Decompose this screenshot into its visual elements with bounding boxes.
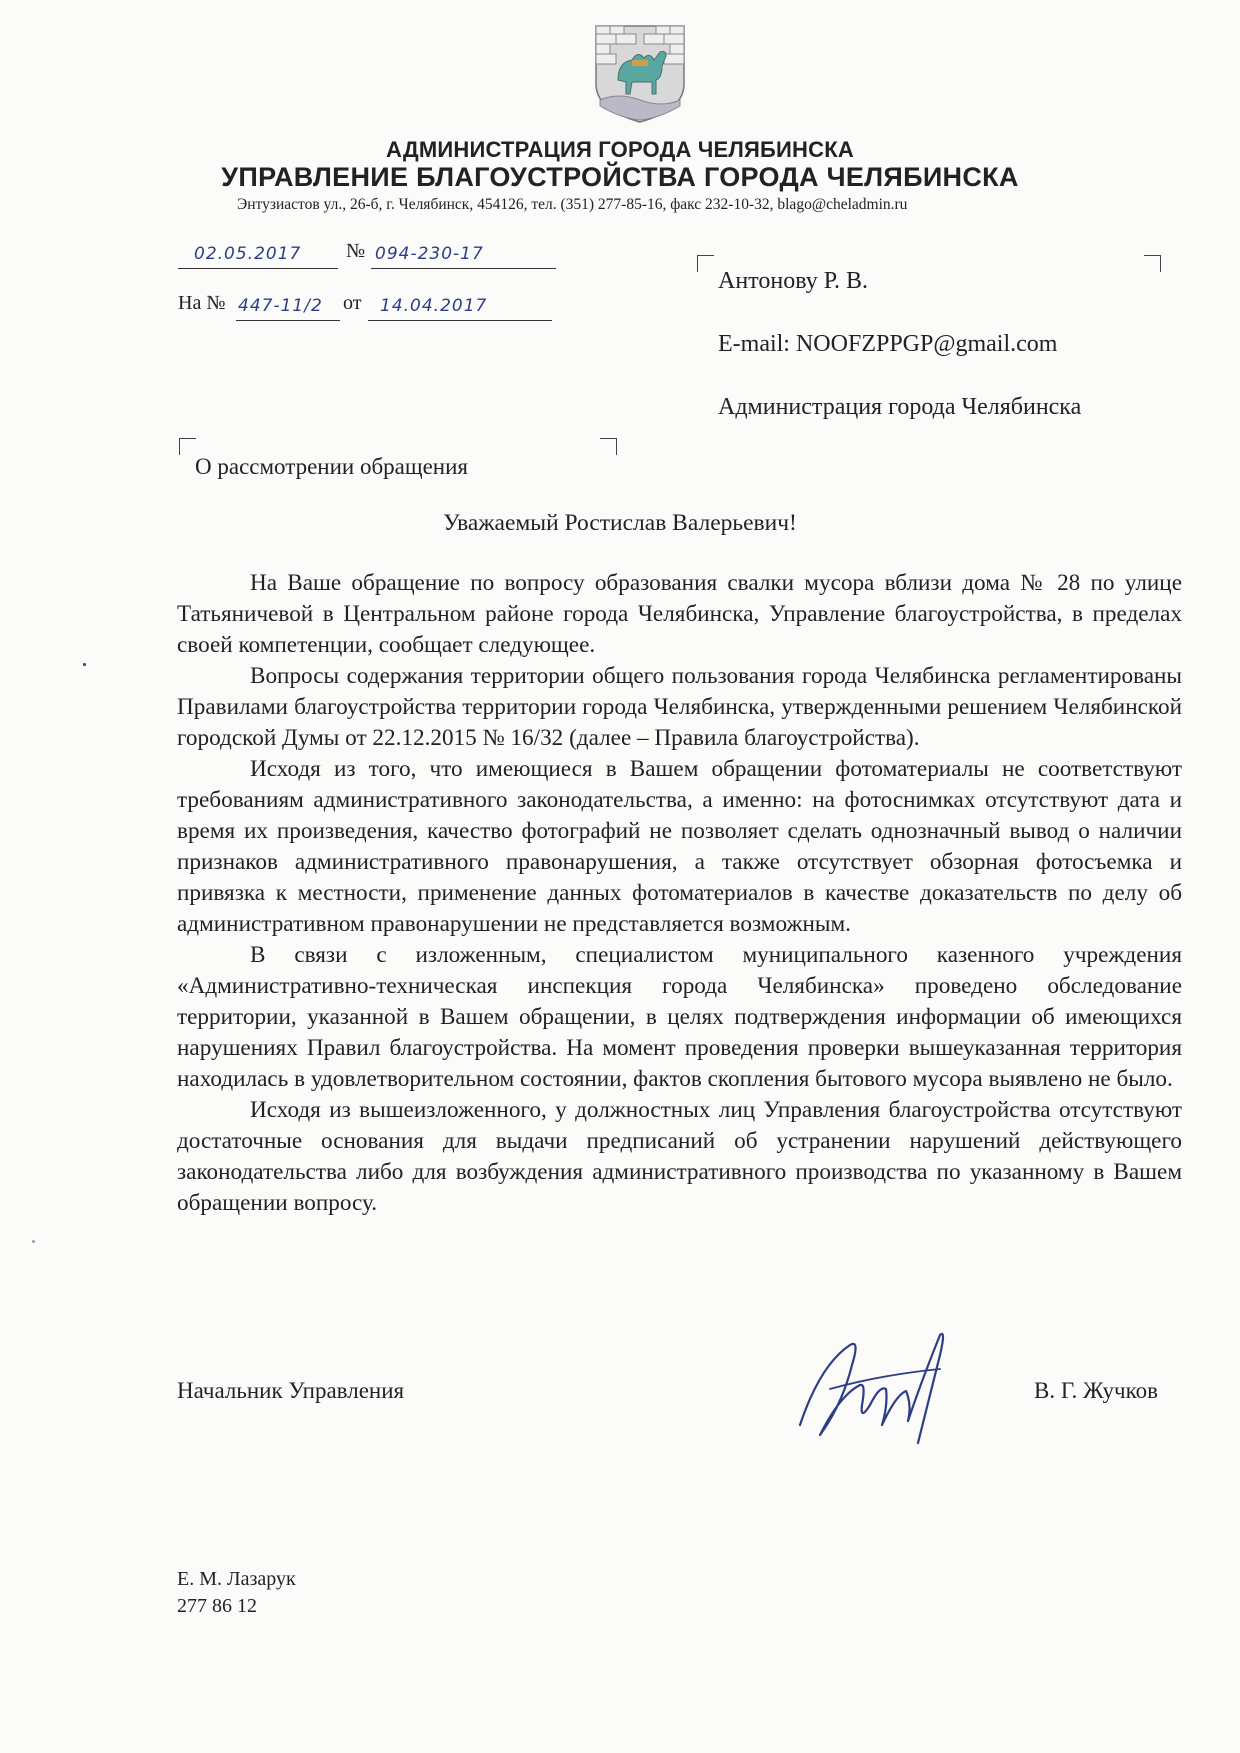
outgoing-date-line — [178, 246, 338, 269]
scan-speck — [83, 663, 86, 666]
scan-speck — [32, 1240, 35, 1243]
executor-phone: 277 86 12 — [177, 1595, 257, 1617]
handwritten-signature — [790, 1325, 960, 1455]
greeting: Уважаемый Ростислав Валерьевич! — [443, 510, 797, 536]
reply-from-label: от — [343, 292, 362, 314]
coat-of-arms-emblem — [588, 22, 692, 126]
letterhead-contacts: Энтузиастов ул., 26-б, г. Челябинск, 454126, тел. (351) 277-85-16, факс 232-10-32, blago@cheladmin.ru — [237, 196, 908, 213]
letterhead-city-administration: АДМИНИСТРАЦИЯ ГОРОДА ЧЕЛЯБИНСКА — [386, 137, 854, 162]
recipient-email: E-mail: NOOFZPPGP@gmail.com — [718, 331, 1058, 357]
subject-bracket-left — [179, 438, 196, 455]
letterhead-department: УПРАВЛЕНИЕ БЛАГОУСТРОЙСТВА ГОРОДА ЧЕЛЯБИНСКА — [221, 162, 1019, 192]
reply-number-line — [236, 298, 340, 321]
reply-date: 14.04.2017 — [380, 296, 488, 316]
letter-subject: О рассмотрении обращения — [195, 454, 468, 479]
recipient-name: Антонову Р. В. — [718, 268, 869, 294]
outgoing-number-label: № — [346, 240, 366, 262]
executor-name: Е. М. Лазарук — [177, 1568, 296, 1590]
letter-body — [177, 568, 1182, 1219]
addressee-bracket-right — [1144, 255, 1161, 272]
body-paragraph: Исходя из того, что имеющиеся в Вашем обращении фотоматериалы не соответствуют требованиям административного законодательства, а именно: на фотоснимках отсутствуют дата и время их произведения, качество фотографий не позволяет сделать однозначный вывод о наличии признаков административного правонарушения, а также отсутствует обзорная фотосъемка и привязка к местности, применение данных фотоматериалов в качестве доказательств по делу об административном правонарушении не представляется возможным. — [177, 756, 1182, 937]
signatory-title: Начальник Управления — [177, 1378, 405, 1403]
outgoing-number-line — [371, 246, 556, 269]
subject-bracket-right — [600, 438, 617, 455]
body-paragraph: Исходя из вышеизложенного, у должностных лиц Управления благоустройства отсутствуют достаточные основания для выдачи предписаний об устранении нарушений действующего законодательства либо для возбуждения административного производства по указанному в Вашем обращении вопросу. — [177, 1097, 1182, 1216]
outgoing-number: 094-230-17 — [375, 244, 484, 264]
body-paragraph: Вопросы содержания территории общего пользования города Челябинска регламентированы Правилами благоустройства территории города Челябинска, утвержденными решением Челябинской городской Думы от 22.12.2015 № 16/32 (далее – Правила благоустройства). — [177, 663, 1182, 751]
body-paragraph: На Ваше обращение по вопросу образования свалки мусора вблизи дома № 28 по улице Татьяничевой в Центральном районе города Челябинска, Управление благоустройства, в пределах своей компетенции, сообщает следующее. — [177, 570, 1182, 658]
body-paragraph: В связи с изложенным, специалистом муниципального казенного учреждения «Административно-техническая инспекция города Челябинска» проведено обследование территории, указанной в Вашем обращении, в целях подтверждения информации об имеющихся нарушениях Правил благоустройства. На момент проведения проверки вышеуказанная территория находилась в удовлетворительном состоянии, фактов скопления бытового мусора выявлено не было. — [177, 942, 1182, 1092]
outgoing-date: 02.05.2017 — [194, 244, 302, 264]
signatory-name: В. Г. Жучков — [1034, 1378, 1158, 1403]
reply-number-label: На № — [178, 292, 226, 314]
recipient-organization: Администрация города Челябинска — [718, 394, 1082, 420]
reply-date-line — [368, 298, 552, 321]
addressee-bracket-left — [697, 255, 714, 272]
reply-number: 447-11/2 — [238, 296, 323, 316]
